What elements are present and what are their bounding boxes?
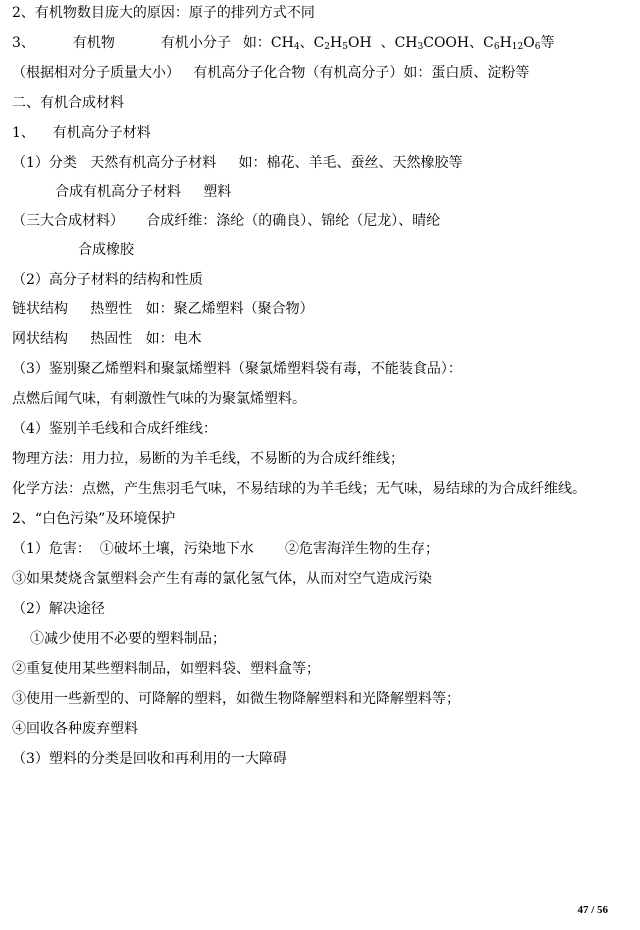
line-18: 2、“白色污染”及环境保护 — [12, 511, 176, 527]
line3-num: 3、 — [12, 35, 35, 51]
line3-small: 有机小分子 — [160, 35, 231, 51]
line-1: 2、有机物数目庞大的原因：原子的排列方式不同 — [12, 5, 315, 21]
line-6: （1）分类 天然有机高分子材料 如：棉花、羊毛、蚕丝、天然橡胶等 — [12, 155, 463, 171]
page-number: 47 / 56 — [577, 904, 608, 916]
line-3: （根据相对分子质量大小） 有机高分子化合物（有机高分子）如：蛋白质、淀粉等 — [12, 65, 530, 81]
line-25: ④回收各种废弃塑料 — [12, 721, 138, 737]
line-16: 物理方法：用力拉，易断的为羊毛线，不易断的为合成纤维线； — [12, 451, 404, 467]
line-23: ②重复使用某些塑料制品，如塑料袋、塑料盒等； — [12, 661, 320, 677]
line-21: （2）解决途径 — [12, 601, 105, 617]
line-14: 点燃后闻气味，有刺激性气味的为聚氯烯塑料。 — [12, 391, 306, 407]
line-7: 合成有机高分子材料 塑料 — [55, 184, 232, 200]
line3-organic: 有机物 — [72, 35, 115, 51]
line-11: 链状结构 热塑性 如：聚乙烯塑料（聚合物） — [12, 301, 314, 317]
line-26: （3）塑料的分类是回收和再利用的一大障碍 — [12, 751, 287, 767]
line-17: 化学方法：点燃，产生焦羽毛气味，不易结球的为羊毛线；无气味，易结球的为合成纤维线。 — [12, 481, 586, 497]
line-9: 合成橡胶 — [78, 242, 134, 258]
line-20: ③如果焚烧含氯塑料会产生有毒的氯化氢气体，从而对空气造成污染 — [12, 571, 432, 587]
line-10: （2）高分子材料的结构和性质 — [12, 272, 203, 288]
section-heading: 二、有机合成材料 — [12, 95, 124, 111]
line-examples-small-molecules: 3、 有机物 有机小分子 如：$CH_4$、$C_2H_5OH$ 、$CH_3COOH$、$C_6H_{12}O_6$等 — [12, 35, 555, 52]
line-19: （1）危害： ①破坏土壤，污染地下水 ②危害海洋生物的生存； — [12, 541, 439, 557]
line-8: （三大合成材料） 合成纤维：涤纶（的确良）、锦纶（尼龙）、晴纶 — [12, 213, 441, 229]
line-22: ①减少使用不必要的塑料制品； — [30, 631, 226, 647]
line-12: 网状结构 热固性 如：电木 — [12, 331, 202, 347]
line-13: （3）鉴别聚乙烯塑料和聚氯烯塑料（聚氯烯塑料袋有毒，不能装食品）： — [12, 361, 462, 377]
line-5: 1、 有机高分子材料 — [12, 125, 151, 141]
line-15: （4）鉴别羊毛线和合成纤维线： — [12, 421, 217, 437]
line-24: ③使用一些新型的、可降解的塑料，如微生物降解塑料和光降解塑料等； — [12, 691, 460, 707]
